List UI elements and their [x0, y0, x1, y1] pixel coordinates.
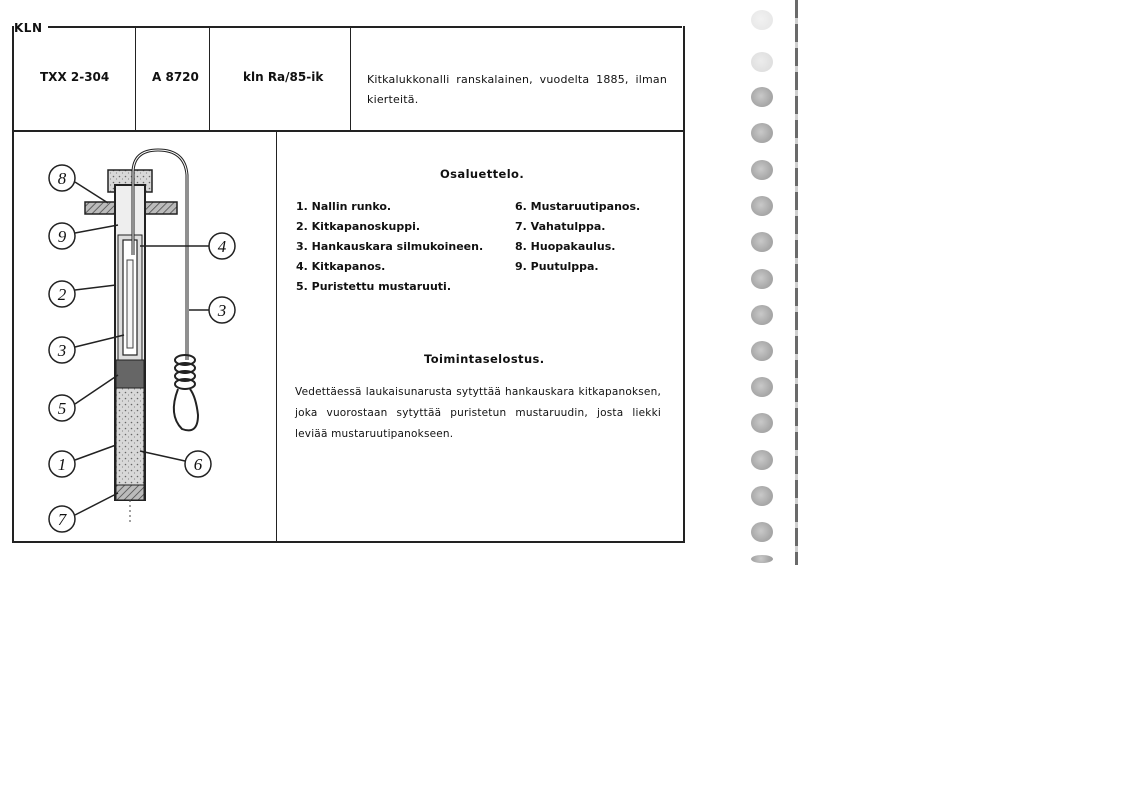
- parts-list-item: 6. Mustaruutipanos.: [515, 200, 641, 213]
- parts-list-left: [296, 197, 483, 297]
- parts-list-item: 9. Puutulppa.: [515, 260, 599, 273]
- binder-hole: [751, 232, 773, 252]
- binder-hole: [751, 123, 773, 143]
- code-a: A 8720: [152, 70, 199, 84]
- header-separator: [350, 26, 351, 130]
- parts-list-item: 8. Huopakaulus.: [515, 240, 616, 253]
- callout-label: 7: [57, 510, 67, 529]
- binder-hole: [751, 522, 773, 542]
- code-txx: TXX 2-304: [40, 70, 110, 84]
- function-text: Vedettäessä laukaisunarusta sytyttää hankauskara kitkapanoksen, joka vuorostaan sytyttää puristetun mustaruudin, josta liekki leviää mustaruutipanokseen.: [295, 386, 661, 440]
- binder-hole: [751, 555, 773, 563]
- parts-list-item: 5. Puristettu mustaruuti.: [296, 280, 452, 293]
- parts-list-item: 1. Nallin runko.: [296, 200, 392, 213]
- binder-hole: [751, 305, 773, 325]
- binder-hole: [751, 413, 773, 433]
- parts-list-item: 7. Vahatulppa.: [515, 220, 606, 233]
- binder-hole: [751, 269, 773, 289]
- binder-hole: [751, 52, 773, 72]
- corner-label: KLN: [14, 21, 43, 35]
- callout-label: 3: [57, 341, 67, 360]
- cord-loop: [174, 355, 198, 430]
- fuze-diagram: [40, 145, 250, 540]
- parts-title: Osaluettelo.: [440, 167, 525, 181]
- parts-list-right: [515, 197, 640, 277]
- callout-label: 1: [57, 455, 67, 474]
- wax-plug: [116, 485, 144, 500]
- body-separator: [276, 131, 277, 542]
- binder-hole: [751, 450, 773, 470]
- binder-hole: [751, 377, 773, 397]
- header-divider: [12, 130, 683, 132]
- callout-label: 6: [193, 455, 203, 474]
- callout-label: 4: [217, 237, 227, 256]
- function-title: Toimintaselostus.: [424, 352, 545, 366]
- binder-hole: [751, 341, 773, 361]
- callout-label: 5: [57, 399, 67, 418]
- header-description: Kitkalukkonalli ranskalainen, vuodelta 1885, ilman kierteitä.: [367, 73, 667, 106]
- code-kln: kln Ra/85-ik: [243, 70, 324, 84]
- binder-strip: [745, 0, 805, 565]
- parts-list-item: 2. Kitkapanoskuppi.: [296, 220, 421, 233]
- header-separator: [209, 26, 210, 130]
- binder-hole: [751, 10, 773, 30]
- callout-label: 3: [217, 301, 227, 320]
- parts-list-item: 3. Hankauskara silmukoineen.: [296, 240, 484, 253]
- callout-label: 2: [57, 285, 67, 304]
- header-separator: [135, 26, 136, 130]
- binder-hole: [751, 160, 773, 180]
- callout-label: 9: [57, 227, 67, 246]
- callout-label: 8: [57, 169, 67, 188]
- compressed-powder: [116, 360, 144, 388]
- binder-edge: [795, 0, 798, 565]
- parts-list-item: 4. Kitkapanos.: [296, 260, 386, 273]
- binder-hole: [751, 87, 773, 107]
- powder-charge: [116, 388, 144, 485]
- binder-hole: [751, 486, 773, 506]
- document-card: [0, 0, 700, 560]
- binder-hole: [751, 196, 773, 216]
